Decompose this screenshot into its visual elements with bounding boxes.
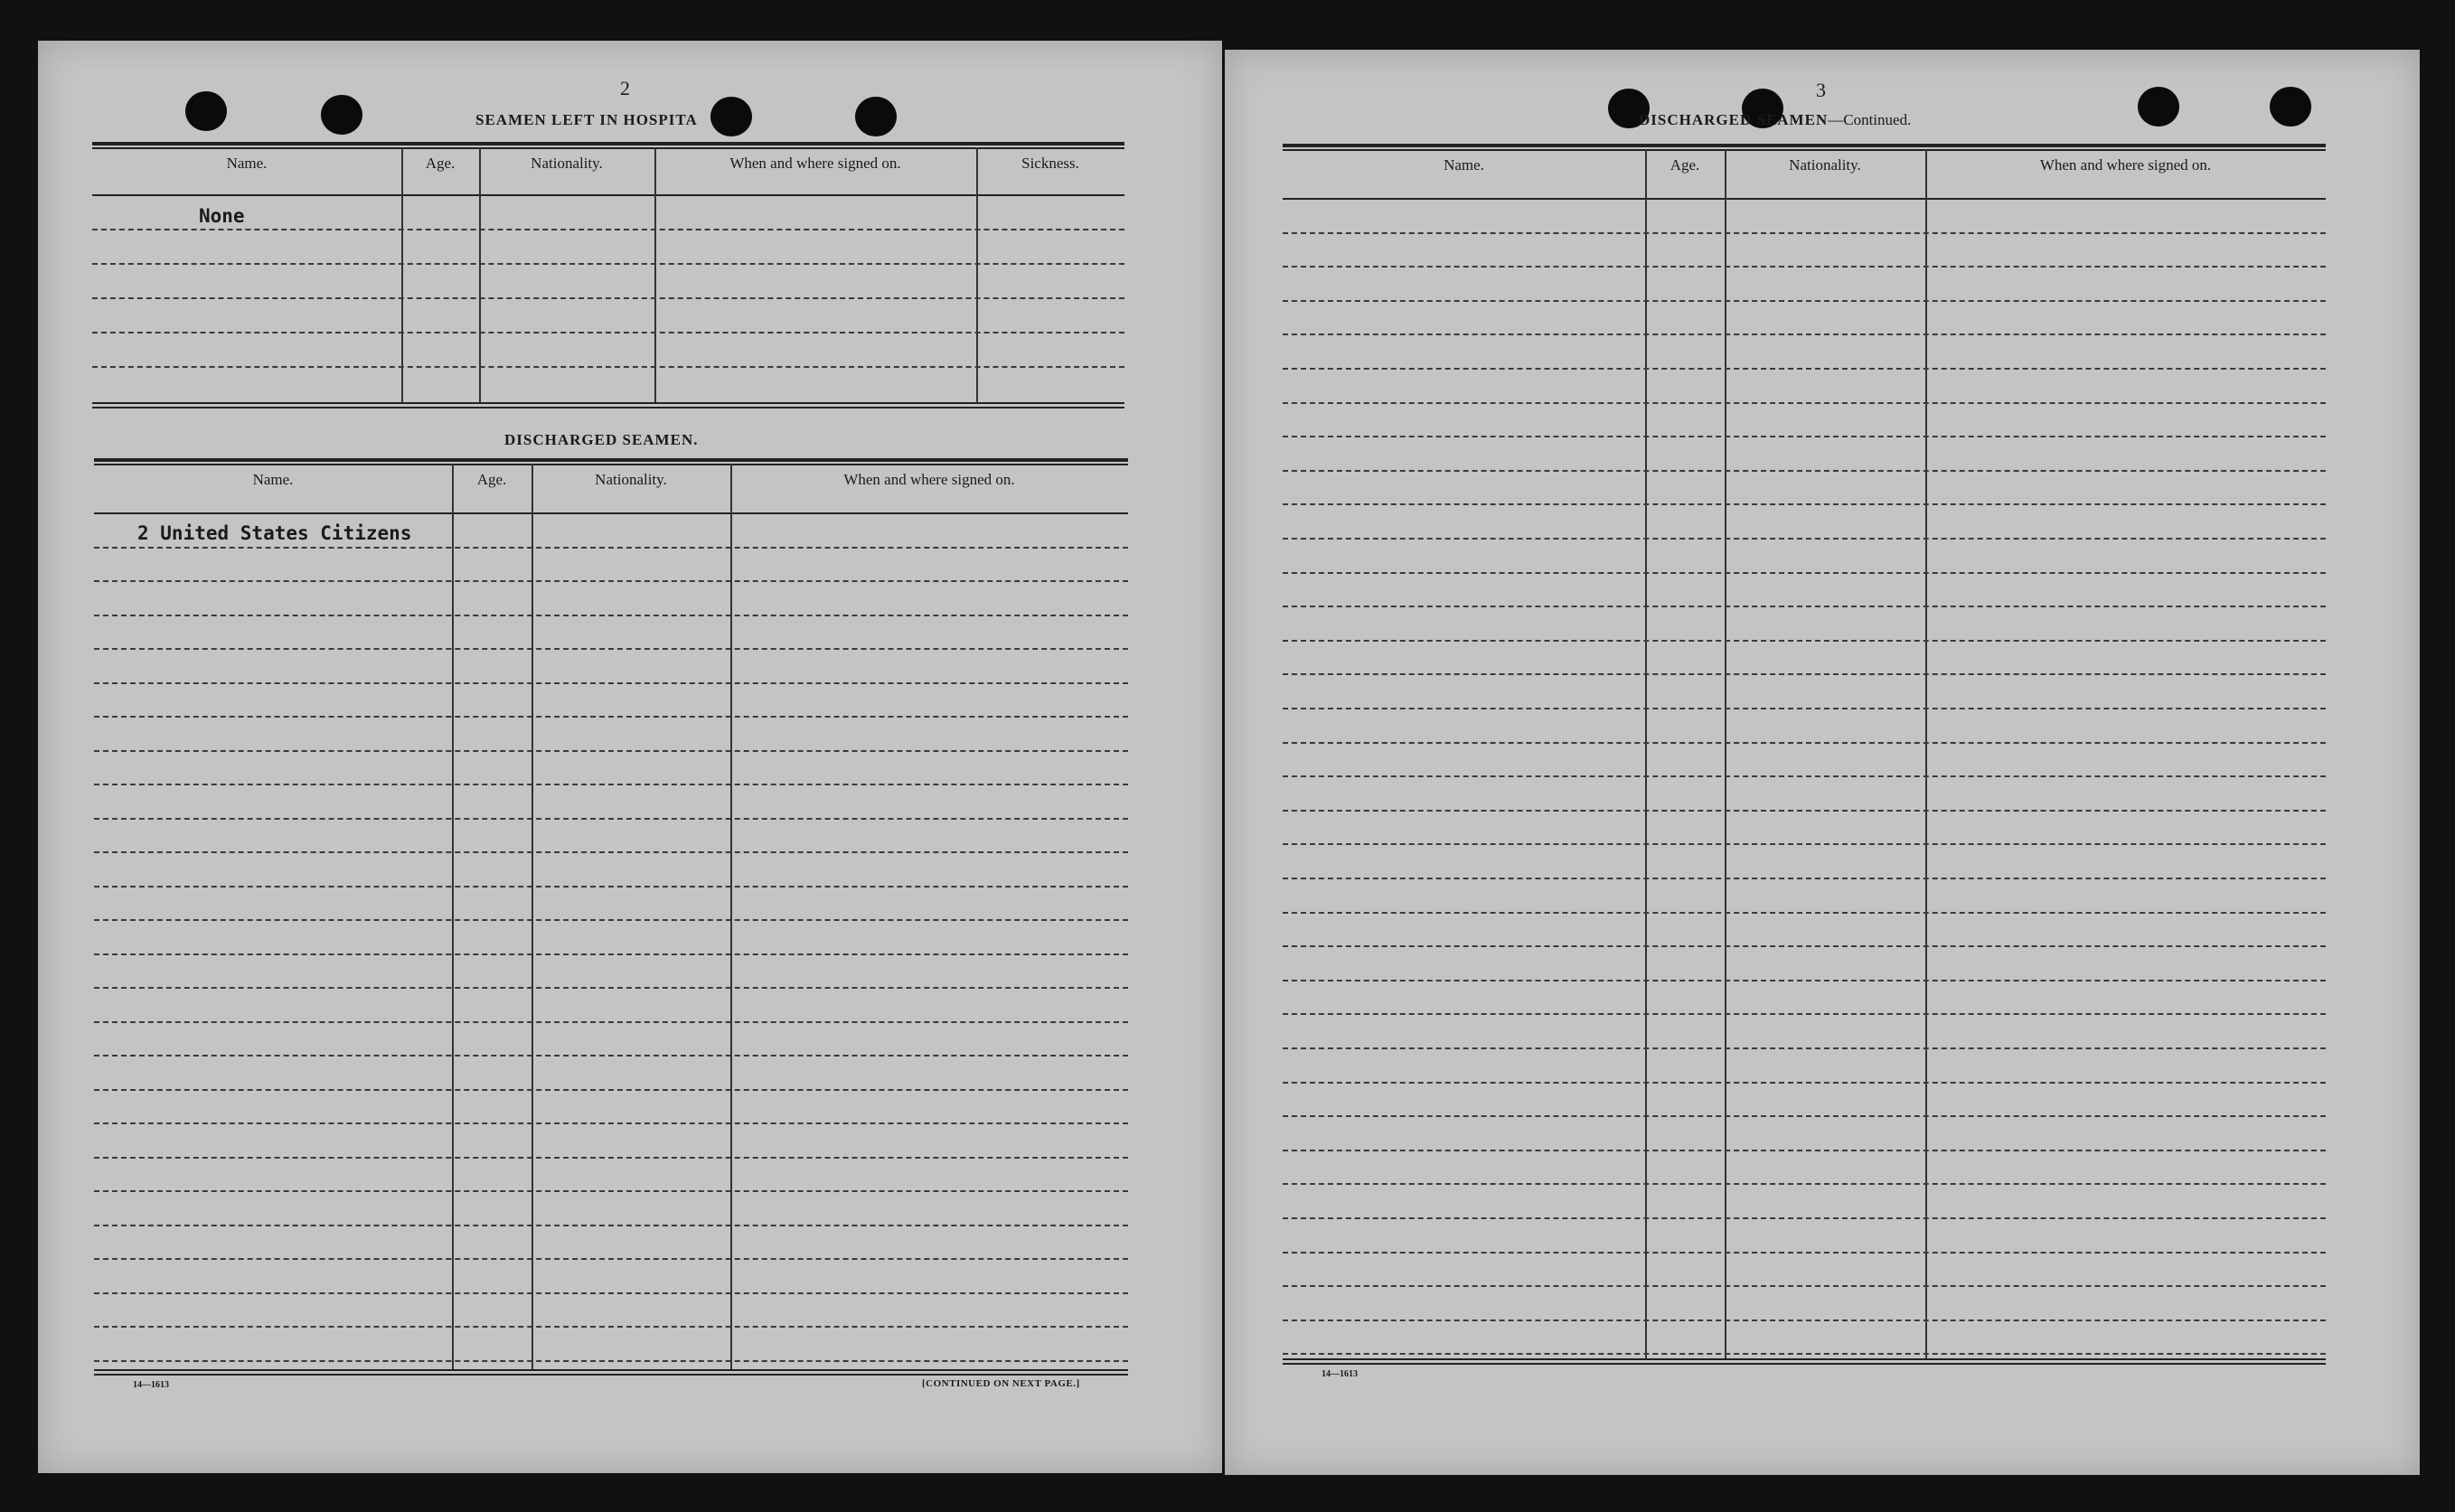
row-line xyxy=(1283,640,2326,642)
row-line xyxy=(1283,232,2326,234)
form-code: 14—1613 xyxy=(1322,1369,1358,1379)
column-header: When and where signed on. xyxy=(729,155,901,172)
row-line xyxy=(94,1157,1128,1159)
discharged-continued-title xyxy=(1639,111,1911,129)
row-line xyxy=(94,750,1128,752)
row-line xyxy=(94,1292,1128,1294)
row-line xyxy=(1283,503,2326,505)
table-top-rule xyxy=(1283,149,2326,151)
punch-hole xyxy=(185,91,227,131)
row-line xyxy=(1283,775,2326,777)
table-top-rule xyxy=(94,458,1128,462)
row-line xyxy=(1283,1217,2326,1219)
row-line xyxy=(94,1360,1128,1362)
column-divider xyxy=(1925,149,1927,1358)
continued-note: [CONTINUED ON NEXT PAGE.] xyxy=(922,1378,1080,1389)
row-line xyxy=(1283,1047,2326,1049)
row-line xyxy=(94,1190,1128,1192)
row-line xyxy=(92,297,1124,299)
row-line xyxy=(94,1089,1128,1091)
column-header: Sickness. xyxy=(1021,155,1079,172)
column-divider xyxy=(531,464,533,1369)
row-line xyxy=(1283,1319,2326,1321)
discharged-section-title: DISCHARGED SEAMEN. xyxy=(504,431,699,448)
row-line xyxy=(92,263,1124,265)
row-line xyxy=(1283,538,2326,540)
table-bottom-rule xyxy=(94,1374,1128,1376)
row-line xyxy=(94,1122,1128,1124)
row-line xyxy=(94,547,1128,549)
column-divider xyxy=(1725,149,1726,1358)
row-line xyxy=(1283,1353,2326,1355)
row-line xyxy=(1283,708,2326,709)
table-bottom-rule xyxy=(1283,1358,2326,1360)
row-line xyxy=(1283,266,2326,268)
row-line xyxy=(1283,300,2326,302)
punch-hole xyxy=(855,97,897,136)
row-line xyxy=(94,648,1128,650)
column-header: When and where signed on. xyxy=(843,471,1015,488)
column-header: Name. xyxy=(226,155,268,172)
row-line xyxy=(1283,912,2326,914)
column-divider xyxy=(479,147,481,402)
table-top-rule xyxy=(92,147,1124,149)
row-line xyxy=(1283,402,2326,404)
row-line xyxy=(1283,470,2326,472)
column-divider xyxy=(730,464,732,1369)
row-line xyxy=(94,851,1128,853)
hospital-section-title: SEAMEN LEFT IN HOSPITA xyxy=(475,111,698,128)
row-line xyxy=(1283,1183,2326,1185)
row-line xyxy=(1283,1082,2326,1084)
row-line xyxy=(94,1021,1128,1023)
row-line xyxy=(92,332,1124,333)
row-line xyxy=(1283,945,2326,947)
row-line xyxy=(94,987,1128,989)
row-line xyxy=(1283,606,2326,607)
column-divider xyxy=(452,464,454,1369)
form-code: 14—1613 xyxy=(133,1380,169,1390)
column-header: Age. xyxy=(476,471,507,488)
row-line xyxy=(94,1225,1128,1226)
row-line xyxy=(1283,436,2326,437)
row-line xyxy=(94,1326,1128,1328)
row-line xyxy=(1283,572,2326,574)
row-line xyxy=(1283,843,2326,845)
column-divider xyxy=(1645,149,1647,1358)
table-top-rule xyxy=(92,142,1124,146)
row-line xyxy=(1283,368,2326,370)
column-header: Name. xyxy=(252,471,294,488)
row-line xyxy=(94,615,1128,616)
column-header: Nationality. xyxy=(595,471,667,488)
left-page xyxy=(38,41,1222,1473)
row-line xyxy=(1283,1150,2326,1151)
row-line xyxy=(1283,333,2326,335)
row-line xyxy=(92,229,1124,230)
row-line xyxy=(1283,1013,2326,1015)
row-line xyxy=(1283,673,2326,675)
table-top-rule xyxy=(94,464,1128,465)
row-line xyxy=(94,1055,1128,1057)
column-header: Age. xyxy=(425,155,456,172)
column-divider xyxy=(654,147,656,402)
row-line xyxy=(94,953,1128,955)
column-divider xyxy=(976,147,978,402)
row-line xyxy=(1283,1285,2326,1287)
table-bottom-rule xyxy=(92,407,1124,409)
section-title-suffix: —Continued. xyxy=(1828,111,1912,128)
typed-entry: 2 United States Citizens xyxy=(137,522,412,544)
column-header: When and where signed on. xyxy=(2039,156,2212,174)
row-line xyxy=(94,580,1128,582)
punch-hole xyxy=(710,97,752,136)
header-rule xyxy=(1283,198,2326,200)
punch-hole xyxy=(2270,87,2311,127)
row-line xyxy=(92,366,1124,368)
page-number: 3 xyxy=(1816,79,1826,101)
page-number: 2 xyxy=(620,77,630,99)
column-header: Nationality. xyxy=(531,155,603,172)
row-line xyxy=(1283,878,2326,879)
table-bottom-rule xyxy=(92,402,1124,404)
column-header: Age. xyxy=(1670,156,1700,174)
row-line xyxy=(94,784,1128,785)
column-divider xyxy=(401,147,403,402)
row-line xyxy=(94,716,1128,718)
row-line xyxy=(1283,742,2326,744)
row-line xyxy=(94,886,1128,887)
table-top-rule xyxy=(1283,144,2326,147)
table-bottom-rule xyxy=(1283,1363,2326,1365)
row-line xyxy=(1283,1252,2326,1254)
punch-hole xyxy=(321,95,362,135)
row-line xyxy=(1283,810,2326,812)
section-title-main: DISCHARGED SEAMEN xyxy=(1639,111,1829,128)
table-bottom-rule xyxy=(94,1369,1128,1371)
row-line xyxy=(94,818,1128,820)
row-line xyxy=(94,919,1128,921)
header-rule xyxy=(92,194,1124,196)
column-header: Nationality. xyxy=(1789,156,1861,174)
row-line xyxy=(94,682,1128,684)
typed-entry: None xyxy=(199,205,245,227)
punch-hole xyxy=(2138,87,2179,127)
row-line xyxy=(94,1258,1128,1260)
row-line xyxy=(1283,980,2326,981)
header-rule xyxy=(94,512,1128,514)
right-page xyxy=(1225,50,2420,1475)
column-header: Name. xyxy=(1444,156,1484,174)
row-line xyxy=(1283,1115,2326,1117)
